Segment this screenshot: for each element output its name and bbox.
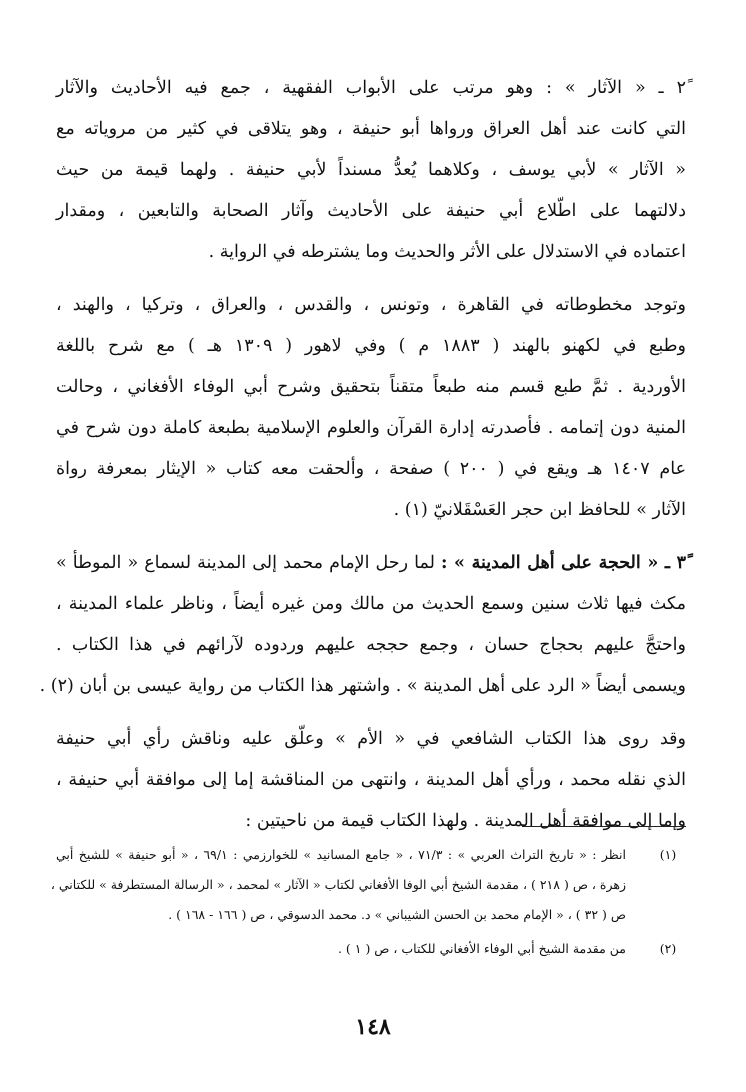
text-line <box>56 543 686 584</box>
footnote-2 <box>56 934 688 964</box>
text-line: واحتجَّ عليهم بحجاج حسان ، وجمع حججه عليهم وردوده لآرائهم في هذا الكتاب . <box>56 635 686 655</box>
footnote-number: (١) <box>659 847 677 862</box>
main-text <box>39 68 687 842</box>
footnote-line: ص ( ٣٢ ) ، « الإمام محمد بن الحسن الشيباني » د. محمد الدسوقي ، ص ( ١٦٦ - ١٦٨ ) . <box>168 907 626 922</box>
footnote-line: انظر : « تاريخ التراث العربي » : ٧١/٣ ، « جامع المسانيد » للخوارزمي : ٦٩/١ ، « أبو حنيفة » للشيخ أبي <box>56 847 626 862</box>
paragraph-gap <box>56 707 686 719</box>
text-line: المنية دون إتمامه . فأصدرته إدارة القرآن والعلوم الإسلامية بطبعة كاملة دون شرح في <box>56 418 686 438</box>
text-line: وإما إلى موافقة أهل المدينة . ولهذا الكتاب قيمة من ناحيتين : <box>245 811 686 831</box>
paragraph-shafii <box>56 719 686 842</box>
text-line: « الآثار » لأبي يوسف ، وكلاهما يُعدُّ مسنداً لأبي حنيفة . ولهما قيمة من حيث <box>56 160 686 180</box>
text-line: ٢ً ـ « الآثار » : وهو مرتب على الأبواب الفقهية ، جمع فيه الأحاديث والآثار <box>56 78 686 98</box>
footnotes <box>50 840 688 964</box>
text-run: لما رحل الإمام محمد إلى المدينة لسماع « الموطأ » <box>56 553 441 573</box>
text-line: الذي نقله محمد ، ورأي أهل المدينة ، وانتهى من المناقشة إما إلى موافقة أبي حنيفة ، <box>56 770 686 790</box>
text-line: اعتماده في الاستدلال على الأثر والحديث وما يشترطه في الرواية . <box>208 242 686 262</box>
footnote-number: (٢) <box>659 941 677 956</box>
footnote-1 <box>50 840 688 930</box>
text-line: التي كانت عند أهل العراق ورواها أبو حنيفة ، وهو يتلاقى في كثير من مروياته مع <box>56 119 686 139</box>
text-line: دلالتهما على اطّلاع أبي حنيفة على الأحاديث وآثار الصحابة والتابعين ، ومقدار <box>56 201 686 221</box>
text-line: وطبع في لكهنو بالهند ( ١٨٨٣ م ) وفي لاهور ( ١٣٠٩ هـ ) مع شرح باللغة <box>56 336 686 356</box>
text-line: وتوجد مخطوطاته في القاهرة ، وتونس ، والقدس ، والعراق ، وتركيا ، والهند ، <box>56 295 686 315</box>
text-line: ويسمى أيضاً « الرد على أهل المدينة » . واشتهر هذا الكتاب من رواية عيسى بن أبان (٢) . <box>39 676 686 696</box>
footnote-separator <box>522 826 686 827</box>
page-number: ١٤٨ <box>355 1014 391 1040</box>
text-line: وقد روى هذا الكتاب الشافعي في « الأم » وعلّق عليه وناقش رأي أبي حنيفة <box>56 729 686 749</box>
paragraph-gap <box>56 273 686 285</box>
paragraph-manuscripts <box>56 285 686 531</box>
section-heading: ٣ً ـ « الحجة على أهل المدينة » : <box>441 553 686 573</box>
paragraph-gap <box>56 531 686 543</box>
paragraph-athar <box>56 68 686 273</box>
footnote-line: زهرة ، ص ( ٢١٨ ) ، مقدمة الشيخ أبي الوفا الأفغاني لكتاب « الآثار » لمحمد ، « الرسالة المستطرفة » للكتاني ، <box>50 877 626 892</box>
text-line: الآثار » للحافظ ابن حجر العَسْقَلانيّ (١) . <box>393 500 686 520</box>
footnote-line: من مقدمة الشيخ أبي الوفاء الأفغاني للكتاب ، ص ( ١ ) . <box>337 941 626 956</box>
paragraph-hujja <box>39 543 686 707</box>
text-line: الأوردية . ثمَّ طبع قسم منه طبعاً متقناً بتحقيق وشرح أبي الوفاء الأفغاني ، وحالت <box>56 377 686 397</box>
text-line: عام ١٤٠٧ هـ ويقع في ( ٢٠٠ ) صفحة ، وألحقت معه كتاب « الإيثار بمعرفة رواة <box>56 459 687 479</box>
text-line: مكث فيها ثلاث سنين وسمع الحديث من مالك ومن غيره أيضاً ، وناظر علماء المدينة ، <box>56 594 686 614</box>
